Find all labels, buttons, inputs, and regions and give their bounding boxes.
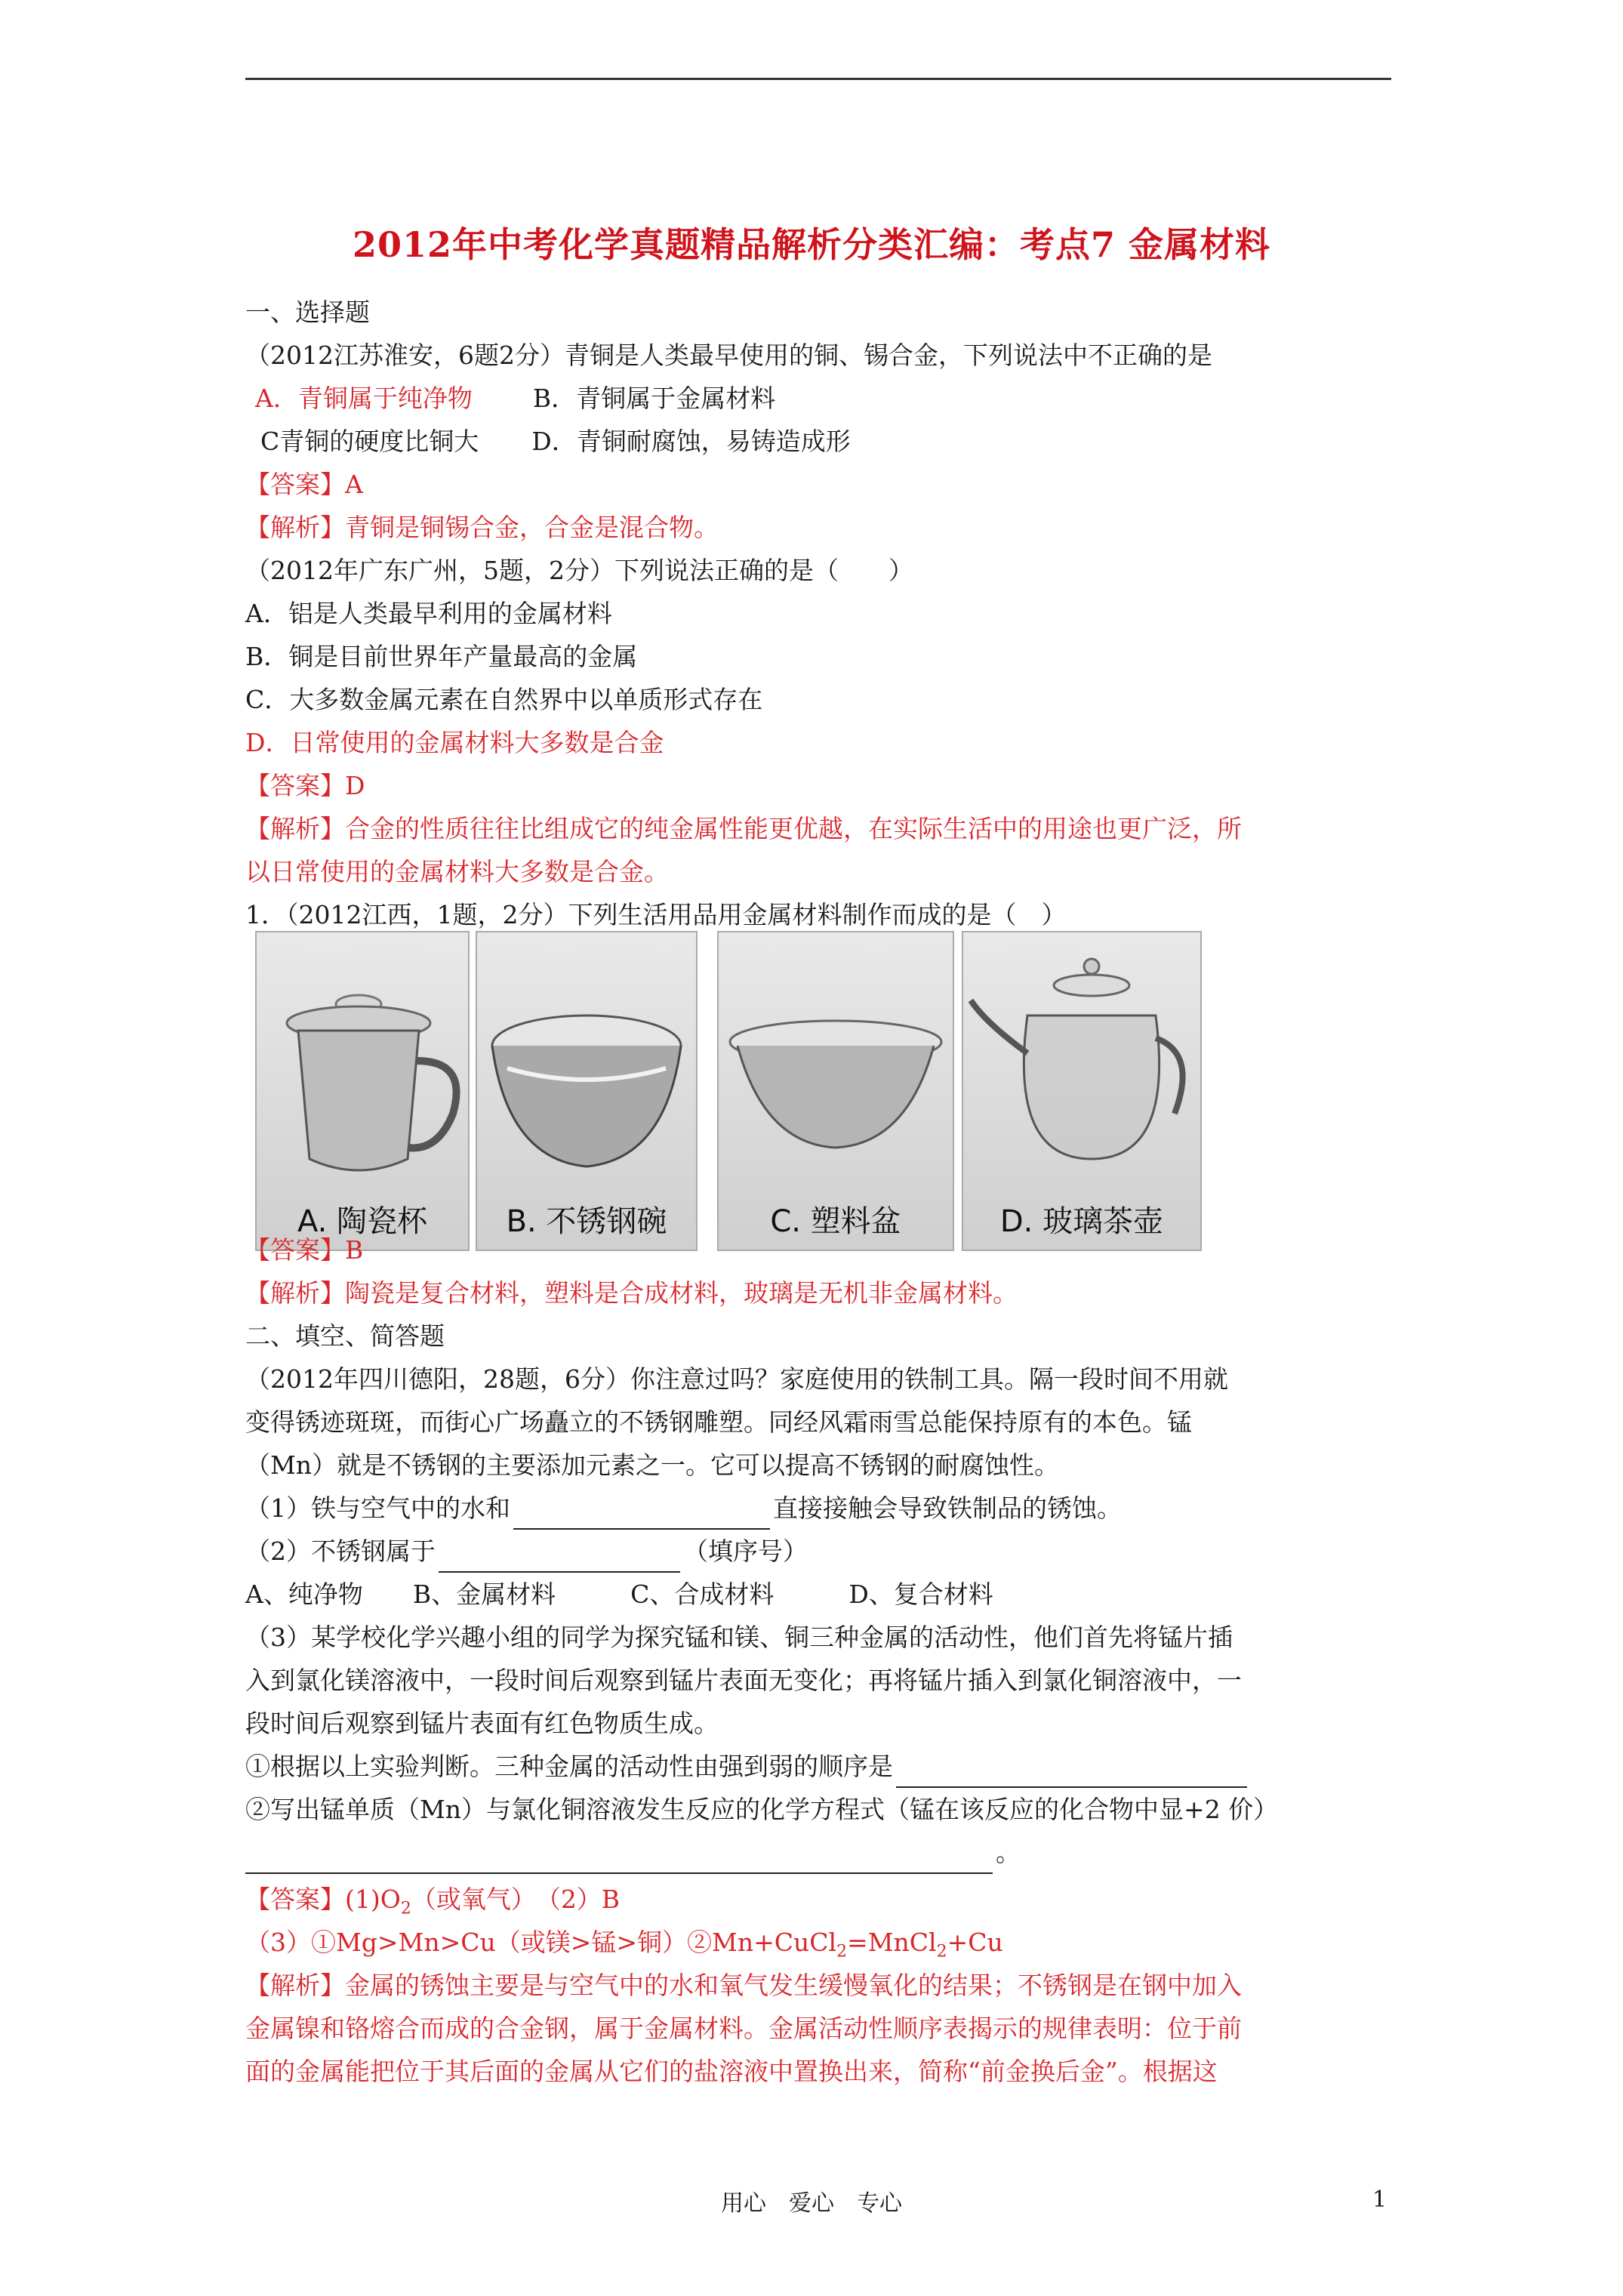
q1-option-a: A．青铜属于纯净物 (255, 384, 473, 413)
porcelain-cup-photo (255, 931, 470, 1251)
q2-analysis-line1 (245, 808, 1242, 850)
q4-stem-line2: 变得锈迹斑斑，而街心广场矗立的不锈钢雕塑。同经风霜雨雪总能保持原有的本色。锰 (245, 1407, 1192, 1437)
q1-option-c: C青铜的硬度比铜大 (260, 427, 479, 456)
q4-part3-a-text: ①根据以上实验判断。三种金属的活动性由强到弱的顺序是 (245, 1752, 893, 1781)
q3-analysis (245, 1272, 1018, 1314)
q4-part2-options: A、纯净物 B、金属材料 C、合成材料 D、复合材料 (245, 1579, 993, 1609)
q4-part3-line1: （3）某学校化学兴趣小组的同学为探究锰和镁、铜三种金属的活动性，他们首先将锰片插 (245, 1623, 1233, 1652)
q1-analysis-tag: 【解析】 (245, 513, 345, 542)
q1-option-b: B．青铜属于金属材料 (532, 384, 776, 413)
glass-teapot-photo (962, 931, 1202, 1251)
q2-option-b: B．铜是目前世界年产量最高的金属 (245, 642, 638, 671)
q4-part2 (245, 1530, 808, 1573)
q2-analysis-line2: 以日常使用的金属材料大多数是合金。 (245, 857, 669, 886)
q1-analysis-text: 青铜是铜锡合金，合金是混合物。 (345, 513, 719, 542)
q4-answer2-c: +Cu (947, 1928, 1003, 1957)
q4-stem-line3: （Mn）就是不锈钢的主要添加元素之一。它可以提高不锈钢的耐腐蚀性。 (245, 1450, 1060, 1480)
q4-stem-line1: （2012年四川德阳，28题，6分）你注意过吗？家庭使用的铁制工具。隔一段时间不用就 (245, 1364, 1228, 1394)
page-title: 2012年中考化学真题精品解析分类汇编：考点7 金属材料 (352, 224, 1271, 265)
q3-analysis-tag: 【解析】 (245, 1278, 345, 1308)
header-rule (245, 78, 1391, 80)
q4-analysis-line1 (245, 1965, 1242, 2007)
q4-analysis-line2: 金属镍和铬熔合而成的合金钢，属于金属材料。金属活动性顺序表揭示的规律表明：位于前 (245, 2014, 1242, 2043)
answer-blank-1[interactable] (513, 1498, 770, 1530)
q4-answer2-a: （3）①Mg>Mn>Cu（或镁>锰>铜）②Mn+CuCl (245, 1928, 837, 1957)
q2-stem: （2012年广东广州，5题，2分）下列说法正确的是（ ） (245, 556, 913, 585)
q4-part1 (245, 1487, 1122, 1530)
q2-analysis-text1: 合金的性质往往比组成它的纯金属性能更优越，在实际生活中的用途也更广泛，所 (345, 814, 1242, 843)
q1-stem: （2012江苏淮安，6题2分）青铜是人类最早使用的铜、锡合金，下列说法中不正确的是 (245, 341, 1212, 370)
q4-answer2-sub1: 2 (836, 1942, 848, 1962)
q4-part3-line2: 入到氯化镁溶液中，一段时间后观察到锰片表面无变化；再将锰片插入到氯化铜溶液中，一 (245, 1666, 1242, 1695)
caption-a: A. 陶瓷杯 (297, 1204, 428, 1239)
q1-options-row2 (260, 421, 851, 463)
q1-option-d: D．青铜耐腐蚀，易铸造成形 (531, 427, 851, 456)
caption-b: B. 不锈钢碗 (506, 1204, 667, 1239)
q1-answer: 【答案】A (245, 470, 363, 499)
q4-part2-prefix: （2）不锈钢属于 (245, 1536, 436, 1566)
q3-image-row (255, 931, 1199, 1248)
q4-analysis-tag: 【解析】 (245, 1971, 345, 2000)
q4-answer1-sub: 2 (400, 1899, 411, 1918)
q1-options-row1 (255, 378, 775, 420)
q4-part1-prefix: （1）铁与空气中的水和 (245, 1493, 510, 1523)
q4-part3-a (245, 1746, 1250, 1788)
q4-analysis-line3: 面的金属能把位于其后面的金属从它们的盐溶液中置换出来，简称“前金换后金”。根据这 (245, 2057, 1218, 2086)
q4-part3-b: ②写出锰单质（Mn）与氯化铜溶液发生反应的化学方程式（锰在该反应的化合物中显+2 价） (245, 1795, 1279, 1824)
caption-d: D. 玻璃茶壶 (999, 1204, 1164, 1239)
q2-option-c: C．大多数金属元素在自然界中以单质形式存在 (245, 685, 763, 714)
q2-option-d: D．日常使用的金属材料大多数是合金 (245, 728, 664, 757)
page-footer: 用心 爱心 专心 (721, 2190, 902, 2217)
answer-blank-2[interactable] (439, 1541, 680, 1573)
q4-answer1-b: （或氧气） （2）B (411, 1885, 621, 1914)
answer-blank-4[interactable] (245, 1842, 993, 1874)
q4-part3-line3: 段时间后观察到锰片表面有红色物质生成。 (245, 1709, 719, 1738)
q4-answer1-a: (1)O (345, 1885, 401, 1914)
q4-analysis-text1: 金属的锈蚀主要是与空气中的水和氧气发生缓慢氧化的结果；不锈钢是在钢中加入 (345, 1971, 1242, 2000)
q3-stem: 1．（2012江西，1题，2分）下列生活用品用金属材料制作而成的是（ ） (245, 900, 1067, 929)
q3-analysis-text: 陶瓷是复合材料，塑料是合成材料，玻璃是无机非金属材料。 (345, 1278, 1018, 1308)
q1-analysis (245, 507, 719, 549)
q4-answer2-b: =MnCl (847, 1928, 937, 1957)
q4-part1-suffix: 直接接触会导致铁制品的锈蚀。 (773, 1493, 1122, 1523)
plastic-basin-photo (717, 931, 954, 1251)
q2-answer: 【答案】D (245, 771, 365, 800)
caption-c: C. 塑料盆 (770, 1204, 901, 1239)
q4-answer2-sub2: 2 (936, 1942, 947, 1962)
section-heading-2: 二、填空、简答题 (245, 1321, 445, 1351)
q2-option-a: A．铝是人类最早利用的金属材料 (245, 599, 612, 628)
section-heading-1: 一、选择题 (245, 297, 370, 327)
page-number: 1 (1372, 2187, 1387, 2213)
q2-analysis-tag: 【解析】 (245, 814, 345, 843)
stainless-steel-bowl-photo (476, 931, 698, 1251)
q4-answer-tag: 【答案】 (245, 1885, 345, 1914)
q4-part3-b-blank-line (245, 1832, 1021, 1874)
q4-part3-b-end: 。 (996, 1838, 1021, 1867)
q3-answer: 【答案】B (245, 1235, 364, 1265)
answer-blank-3[interactable] (896, 1756, 1247, 1788)
q4-part2-suffix: （填序号） (683, 1536, 808, 1566)
